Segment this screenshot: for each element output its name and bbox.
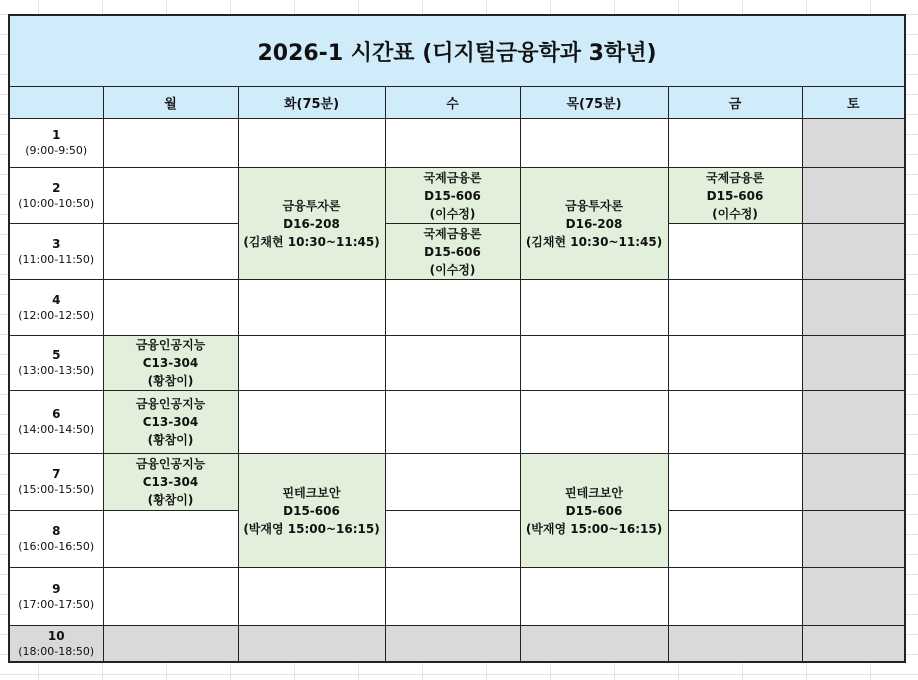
period-cell[interactable] [9,626,103,663]
class-room: C13-304 [142,415,199,429]
class-cell-mon-ai[interactable] [103,391,238,454]
period-time: (15:00-15:50) [18,483,95,496]
class-professor: (황참이) [147,493,194,507]
period-cell[interactable] [9,391,103,454]
empty-cell[interactable] [385,511,520,568]
empty-cell[interactable] [385,119,520,168]
disabled-cell[interactable] [385,626,520,663]
class-cell-thu-security[interactable] [520,454,668,568]
period-time: (10:00-10:50) [18,196,95,210]
disabled-cell[interactable] [802,626,905,663]
saturday-cell[interactable] [802,454,905,511]
empty-cell[interactable] [668,119,802,168]
period-time: (14:00-14:50) [18,423,95,436]
class-name: 국제금융론 [706,170,764,185]
period-time: (11:00-11:50) [18,252,95,266]
empty-cell[interactable] [668,391,802,454]
saturday-cell[interactable] [802,568,905,626]
timetable [8,14,906,663]
period-number: 2 [52,180,61,195]
saturday-cell[interactable] [802,336,905,391]
class-name: 금융투자론 [282,198,341,213]
class-cell-wed-international[interactable] [385,224,520,280]
class-cell-mon-ai[interactable] [103,454,238,511]
period-number: 3 [52,236,61,251]
empty-cell[interactable] [385,454,520,511]
saturday-cell[interactable] [802,119,905,168]
period-time: (18:00-18:50) [18,644,95,658]
class-room: D15-606 [424,244,481,259]
empty-cell[interactable] [238,391,385,454]
class-professor: (박재영 15:00~16:15) [243,521,380,536]
saturday-cell[interactable] [802,511,905,568]
period-time: (17:00-17:50) [18,597,95,611]
class-room: D15-606 [706,188,764,203]
empty-cell[interactable] [385,391,520,454]
period-cell[interactable] [9,511,103,568]
empty-cell[interactable] [520,119,668,168]
class-professor: (박재영 15:00~16:15) [525,521,663,536]
period-cell[interactable] [9,454,103,511]
empty-cell[interactable] [520,568,668,626]
empty-cell[interactable] [238,336,385,391]
empty-cell[interactable] [520,336,668,391]
empty-cell[interactable] [520,391,668,454]
saturday-cell[interactable] [802,224,905,280]
class-room: C13-304 [142,356,199,370]
class-cell-fri-international[interactable] [668,168,802,224]
class-name: 핀테크보안 [282,485,341,500]
class-room: C13-304 [142,475,199,489]
period-number: 8 [52,524,61,538]
class-room: D15-606 [565,503,623,518]
class-room: D16-208 [283,216,340,231]
class-cell-mon-ai[interactable] [103,336,238,391]
class-professor: (황참이) [147,374,194,388]
empty-cell[interactable] [668,511,802,568]
disabled-cell[interactable] [103,626,238,663]
class-professor: (황참이) [147,433,194,447]
day-header-mon[interactable]: 월 [103,87,238,119]
period-time: (16:00-16:50) [18,540,95,553]
saturday-cell[interactable] [802,280,905,336]
empty-cell[interactable] [668,454,802,511]
period-cell[interactable] [9,224,103,280]
period-cell[interactable] [9,280,103,336]
empty-cell[interactable] [668,280,802,336]
period-cell[interactable] [9,568,103,626]
class-name: 핀테크보안 [565,485,623,500]
class-room: D16-208 [565,216,623,231]
header-corner-cell[interactable] [9,87,103,119]
empty-cell[interactable] [103,224,238,280]
page-title[interactable]: 2026-1 시간표 (디지털금융학과 3학년) [9,15,905,87]
class-professor: (이수정) [429,206,476,221]
empty-cell[interactable] [103,168,238,224]
empty-cell[interactable] [103,119,238,168]
class-cell-wed-international[interactable] [385,168,520,224]
period-number: 1 [52,128,61,142]
empty-cell[interactable] [668,336,802,391]
empty-cell[interactable] [103,511,238,568]
class-cell-tue-investment[interactable] [238,168,385,280]
class-room: D15-606 [424,188,481,203]
period-number: 6 [52,407,61,421]
period-number: 9 [52,581,61,596]
class-professor: (이수정) [429,262,476,277]
class-cell-tue-security[interactable] [238,454,385,568]
empty-cell[interactable] [238,119,385,168]
class-name: 국제금융론 [423,170,482,185]
saturday-cell[interactable] [802,391,905,454]
empty-cell[interactable] [238,280,385,336]
day-header-fri[interactable]: 금 [668,87,802,119]
period-number: 5 [52,348,61,362]
class-cell-thu-investment[interactable] [520,168,668,280]
class-professor: (이수정) [712,206,758,221]
disabled-cell[interactable] [520,626,668,663]
class-professor: (김채현 10:30~11:45) [243,234,380,249]
class-name: 금융인공지능 [135,457,206,471]
period-time: (13:00-13:50) [18,364,95,377]
day-header-wed[interactable]: 수 [385,87,520,119]
period-cell[interactable] [9,168,103,224]
empty-cell[interactable] [385,336,520,391]
class-name: 금융인공지능 [135,338,206,352]
day-header-thu[interactable]: 목(75분) [520,87,668,119]
disabled-cell[interactable] [668,626,802,663]
empty-cell[interactable] [520,280,668,336]
class-name: 금융인공지능 [135,397,206,411]
disabled-cell[interactable] [238,626,385,663]
day-header-sat[interactable]: 토 [802,87,905,119]
period-time: (9:00-9:50) [25,144,88,157]
period-cell[interactable] [9,119,103,168]
saturday-cell[interactable] [802,168,905,224]
empty-cell[interactable] [238,568,385,626]
empty-cell[interactable] [103,568,238,626]
class-professor: (김채현 10:30~11:45) [525,234,663,249]
class-name: 국제금융론 [423,226,482,241]
period-number: 4 [52,292,61,307]
empty-cell[interactable] [385,280,520,336]
period-cell[interactable] [9,336,103,391]
empty-cell[interactable] [103,280,238,336]
period-number: 10 [47,628,65,643]
period-number: 7 [52,467,61,481]
class-room: D15-606 [283,503,340,518]
day-header-tue[interactable]: 화(75분) [238,87,385,119]
empty-cell[interactable] [668,568,802,626]
class-name: 금융투자론 [565,198,623,213]
empty-cell[interactable] [668,224,802,280]
period-time: (12:00-12:50) [18,308,95,322]
empty-cell[interactable] [385,568,520,626]
